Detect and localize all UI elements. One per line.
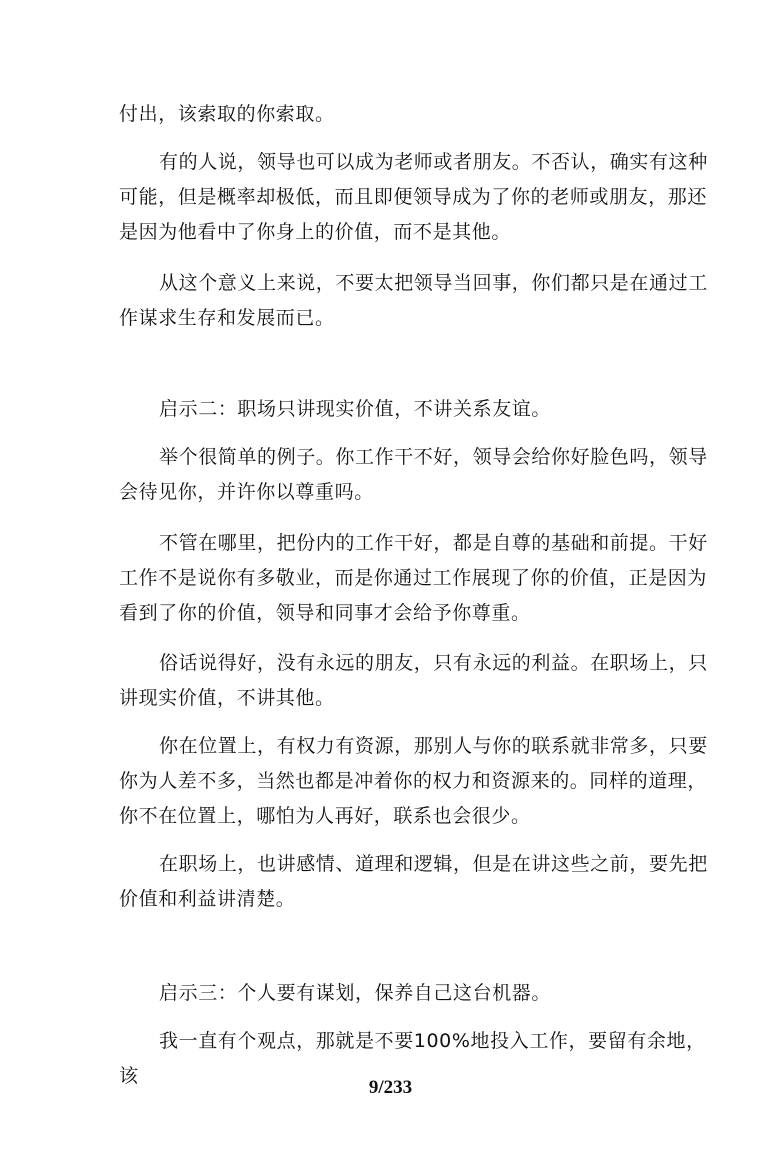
- paragraph-continuation: 付出，该索取的你索取。: [119, 103, 335, 125]
- paragraph-value-and-interest: 在职场上，也讲感情、道理和逻辑，但是在讲这些之前，要先把价值和利益讲清楚。: [119, 853, 708, 910]
- paragraph-dont-take-leader-seriously: 从这个意义上来说，不要太把领导当回事，你们都只是在通过工作谋求生存和发展而已。: [119, 272, 708, 329]
- heading-insight-two: 启示二：职场只讲现实价值，不讲关系友谊。: [159, 398, 552, 420]
- paragraph-do-work-well: 不管在哪里，把份内的工作干好，都是自尊的基础和前提。干好工作不是说你有多敬业，而是你通过工作展现了你的价值，正是因为看到了你的价值，领导和同事才会给予你尊重。: [119, 532, 708, 624]
- paragraph-position-and-power: 你在位置上，有权力有资源，那别人与你的联系就非常多，只要你为人差不多，当然也都是冲着你的权力和资源来的。同样的道理，你不在位置上，哪怕为人再好，联系也会很少。: [119, 735, 708, 827]
- paragraph-simple-example: 举个很简单的例子。你工作干不好，领导会给你好脸色吗，领导会待见你，并许你以尊重吗。: [119, 446, 708, 503]
- paragraph-no-permanent-friends: 俗话说得好，没有永远的朋友，只有永远的利益。在职场上，只讲现实价值，不讲其他。: [119, 652, 708, 709]
- paragraph-teacher-or-friend: 有的人说，领导也可以成为老师或者朋友。不否认，确实有这种可能，但是概率却极低，而且即便领导成为了你的老师或朋友，那还是因为他看中了你身上的价值，而不是其他。: [119, 151, 708, 243]
- heading-insight-three: 启示三：个人要有谋划，保养自己这台机器。: [159, 982, 552, 1004]
- page-number: 9/233: [368, 1077, 413, 1098]
- paragraph-dont-invest-100-percent: 我一直有个观点，那就是不要100%地投入工作，要留有余地，该: [119, 1030, 706, 1087]
